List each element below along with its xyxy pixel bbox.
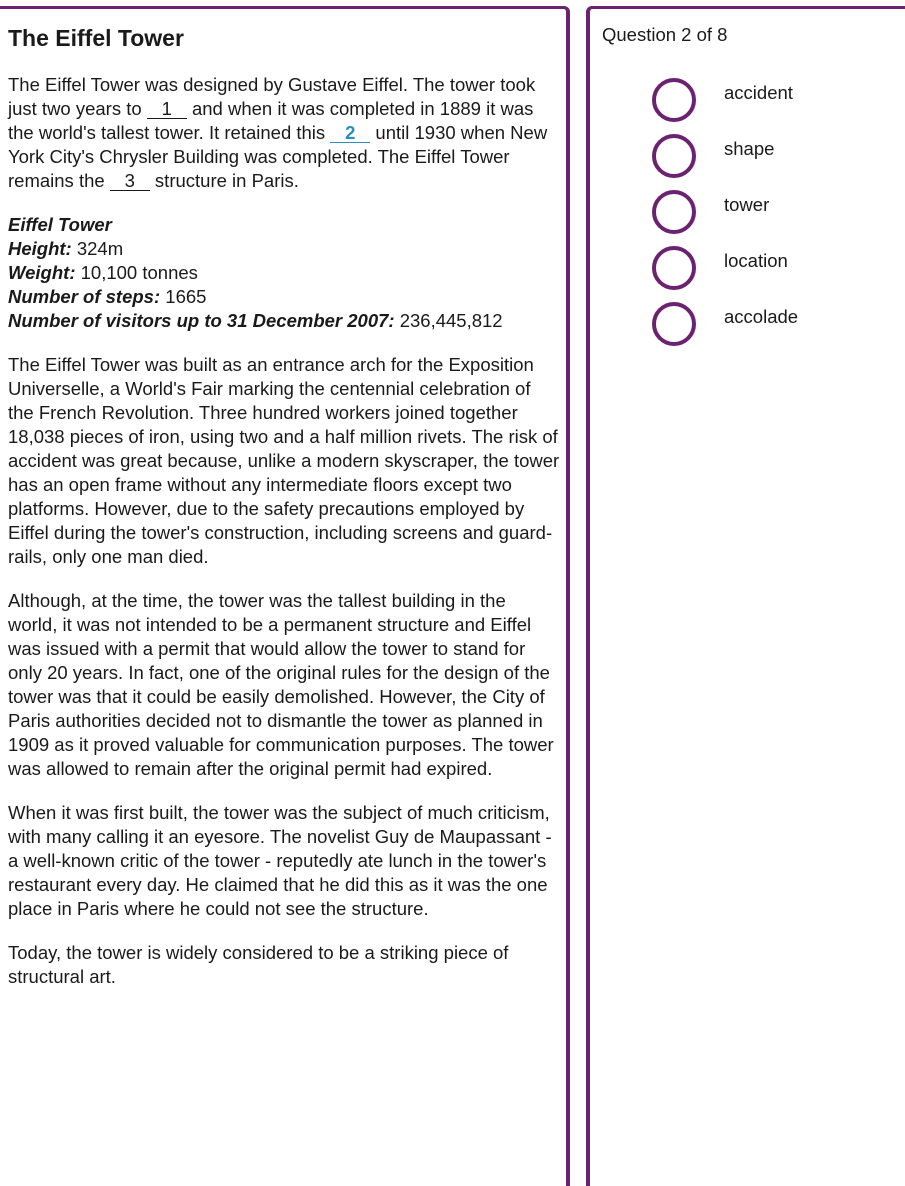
radio-button[interactable] [652,190,696,234]
question-counter: Question 2 of 8 [602,24,728,45]
weight-label: Weight: [8,262,76,283]
option-label: tower [724,194,770,215]
visitors-value: 236,445,812 [394,310,503,331]
paragraph-2: Although, at the time, the tower was the tallest building in the world, it was not intended to be a permanent structure and Eiffel was issued with a permit that would allow the tower to stand for only 20 years. In fact, one of the original rules for the design of the tower was that it could be easily demolished. However, the City of Paris authorities decided not to dismantle the tower as planned in 1909 as it proved valuable for communication purposes. The tower was allowed to remain after the original permit had expired. [8,590,554,779]
article-panel [0,6,570,1186]
intro-text-2: and when it was completed in 1889 it was the world's tallest tower. It retained this [8,98,534,143]
option-label: location [724,250,788,271]
option-accident[interactable] [652,79,798,121]
intro-text-4: structure in Paris. [149,170,299,191]
option-tower[interactable] [652,191,798,233]
radio-button[interactable] [652,78,696,122]
paragraph-1: The Eiffel Tower was built as an entrance arch for the Exposition Universelle, a World's Fair marking the centennial celebration of the French Revolution. Three hundred workers joined together 18,038 pieces of iron, using two and a half million rivets. The risk of accident was great because, unlike a modern skyscraper, the tower has an open frame without any intermediate floors except two platforms. However, due to the safety precautions employed by Eiffel during the tower's construction, including screens and guard-rails, only one man died. [8,354,560,567]
paragraph-4: Today, the tower is widely considered to be a striking piece of structural art. [8,942,509,987]
intro-paragraph [8,73,560,193]
visitors-label: Number of visitors up to 31 December 2007: [8,310,395,331]
steps-value: 1665 [160,286,207,307]
option-shape[interactable] [652,135,798,177]
intro-text-3: until 1930 when New York City's Chrysler Building was completed. The Eiffel Tower remains the [8,122,548,191]
blank-3[interactable]: 3 [110,172,150,191]
blank-1[interactable]: 1 [147,100,187,119]
option-label: shape [724,138,775,159]
height-label: Height: [8,238,72,259]
article-title: The Eiffel Tower [8,25,184,51]
answer-options [652,79,798,359]
radio-button[interactable] [652,246,696,290]
paragraph-3: When it was first built, the tower was the subject of much criticism, with many calling it an eyesore. The novelist Guy de Maupassant - a well-known critic of the tower - reputedly ate lunch in the tower's restaurant every day. He claimed that he did this as it was the one place in Paris where he could not see the structure. [8,802,552,919]
weight-value: 10,100 tonnes [75,262,198,283]
option-label: accident [724,82,793,103]
radio-button[interactable] [652,302,696,346]
facts-heading: Eiffel Tower [8,214,112,235]
steps-label: Number of steps: [8,286,161,307]
option-label: accolade [724,306,799,327]
blank-2-active[interactable]: 2 [330,124,370,143]
option-accolade[interactable] [652,303,798,345]
facts-box [8,213,560,333]
intro-text-1: The Eiffel Tower was designed by Gustave Eiffel. The tower took just two years to [8,74,536,119]
article [8,23,560,1009]
height-value: 324m [71,238,124,259]
option-location[interactable] [652,247,798,289]
radio-button[interactable] [652,134,696,178]
question-panel [586,6,905,1186]
